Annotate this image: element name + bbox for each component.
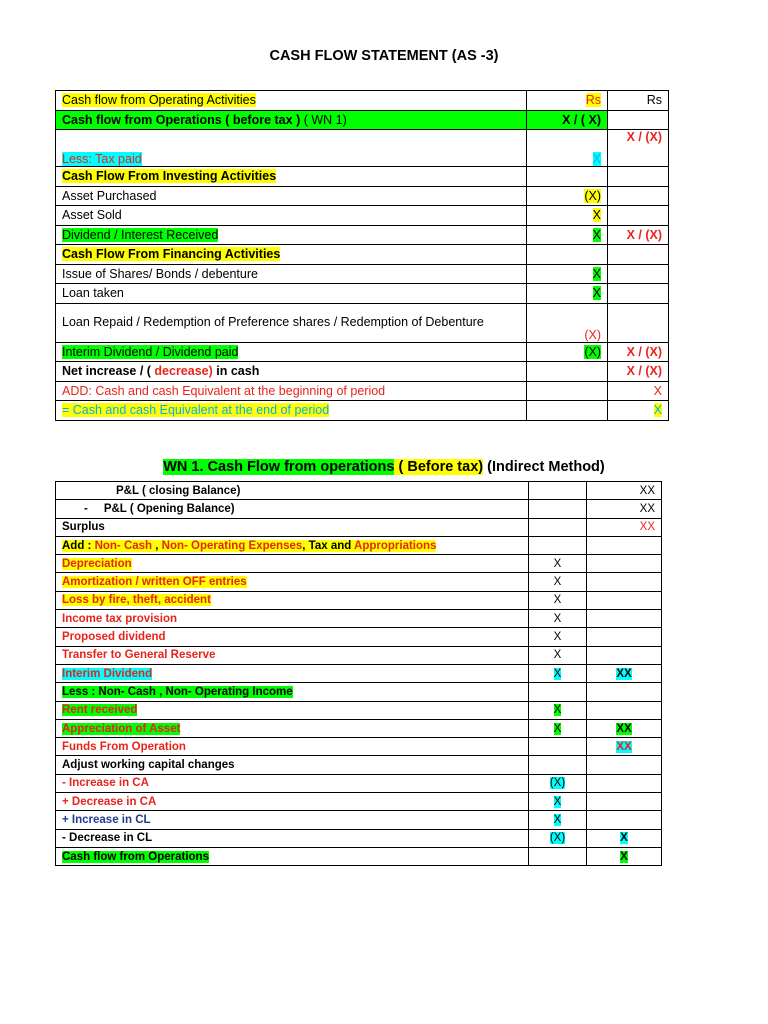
row-label: Income tax provision — [56, 610, 529, 628]
row-value: (X) — [527, 303, 608, 342]
table-row — [56, 342, 669, 362]
row-label: Less : Non- Cash , Non- Operating Income — [62, 685, 293, 698]
cash-flow-statement-table — [55, 90, 669, 421]
row-value: X — [529, 646, 587, 664]
row-total: X / (X) — [608, 225, 669, 245]
table-row — [56, 130, 669, 167]
working-note-table — [55, 481, 662, 866]
row-value: X — [529, 555, 587, 573]
row-value: (X) — [584, 188, 601, 203]
row-label: Loan Repaid / Redemption of Preference shares / Redemption of Debenture — [56, 303, 527, 342]
row-label: Issue of Shares/ Bonds / debenture — [56, 264, 527, 284]
table-row — [56, 756, 662, 774]
table-row — [56, 110, 669, 130]
row-dash: - — [84, 502, 88, 515]
row-label: Dividend / Interest Received — [62, 227, 219, 242]
row-label: Net increase / ( — [62, 364, 155, 379]
row-total: XX — [587, 500, 662, 518]
row-value: X — [529, 628, 587, 646]
working-note-title: WN 1. Cash Flow from operations ( Before tax) (Indirect Method) — [163, 459, 605, 475]
table-row — [56, 774, 662, 792]
table-row — [56, 646, 662, 664]
row-total: X / (X) — [608, 362, 669, 382]
table-row — [56, 591, 662, 609]
row-label: Asset Sold — [56, 206, 527, 226]
row-value: X — [553, 795, 562, 808]
row-value: X — [592, 266, 601, 281]
row-label: + Increase in CL — [56, 811, 529, 829]
row-label-decrease: decrease) — [154, 364, 213, 379]
row-value: X — [592, 227, 601, 242]
row-total: XX — [616, 667, 632, 680]
row-total: X / (X) — [608, 342, 669, 362]
row-total: XX — [616, 740, 632, 753]
table-row — [56, 284, 669, 304]
row-label: Adjust working capital changes — [56, 756, 529, 774]
row-label: Cash flow from Operations — [62, 850, 209, 863]
table-row — [56, 811, 662, 829]
table-row — [56, 683, 662, 701]
table-row — [56, 847, 662, 865]
row-label: Cash flow from Operations ( before tax ) — [62, 112, 301, 127]
row-label: + Decrease in CA — [56, 793, 529, 811]
row-label: Funds From Operation — [56, 738, 529, 756]
table-row — [56, 362, 669, 382]
row-label: Loss by fire, theft, accident — [62, 594, 211, 607]
table-row — [56, 610, 662, 628]
row-label: Cash Flow From Investing Activities — [62, 169, 277, 184]
row-value: X — [553, 704, 562, 717]
table-row — [56, 829, 662, 847]
row-total: X / (X) — [608, 130, 669, 167]
row-value: X — [529, 591, 587, 609]
row-value: X — [592, 286, 601, 301]
table-row — [56, 245, 669, 265]
row-value: X — [592, 152, 601, 166]
table-row — [56, 482, 662, 500]
table-row — [56, 573, 662, 591]
table-row — [56, 500, 662, 518]
table-row — [56, 206, 669, 226]
row-label: Cash flow from Operating Activities — [62, 93, 256, 108]
table-row — [56, 536, 662, 554]
row-label: = Cash and cash Equivalent at the end of period — [62, 403, 330, 418]
table-row — [56, 401, 669, 421]
row-value: (X) — [549, 777, 566, 790]
row-label: Cash Flow From Financing Activities — [62, 247, 281, 262]
table-row — [56, 738, 662, 756]
table-row — [56, 719, 662, 737]
row-label-suffix: in cash — [212, 364, 260, 379]
table-row — [56, 167, 669, 187]
row-label: Interim Dividend / Dividend paid — [62, 344, 239, 359]
row-total: X — [608, 381, 669, 401]
table-row — [56, 664, 662, 682]
row-total: XX — [587, 518, 662, 536]
row-value: X — [529, 610, 587, 628]
table-row — [56, 91, 669, 111]
row-label: Less: Tax paid — [62, 152, 142, 166]
column-header-rs: Rs — [608, 91, 669, 111]
row-value: (X) — [584, 344, 601, 359]
column-header-rs: Rs — [585, 93, 601, 108]
row-label: - Decrease in CL — [56, 829, 529, 847]
table-row — [56, 701, 662, 719]
row-label: ADD: Cash and cash Equivalent at the beginning of period — [56, 381, 527, 401]
row-total: XX — [587, 482, 662, 500]
row-value: X — [529, 573, 587, 591]
row-label: P&L ( Opening Balance) — [103, 502, 235, 515]
row-label: Amortization / written OFF entries — [62, 576, 247, 589]
row-label-note: ( WN 1) — [300, 112, 347, 127]
row-value: X — [553, 722, 562, 735]
row-label: Interim Dividend — [62, 667, 153, 680]
table-row — [56, 264, 669, 284]
row-label: Proposed dividend — [56, 628, 529, 646]
table-row — [56, 225, 669, 245]
table-row — [56, 628, 662, 646]
table-row — [56, 186, 669, 206]
add-section-label: Add : Non- Cash , Non- Operating Expenses, Tax and Appropriations — [62, 539, 437, 552]
table-row — [56, 518, 662, 536]
row-value: X — [553, 813, 562, 826]
row-label: Depreciation — [62, 557, 132, 570]
row-total: XX — [616, 722, 632, 735]
table-row — [56, 303, 669, 342]
row-value: X — [553, 667, 562, 680]
row-label: P&L ( closing Balance) — [56, 482, 529, 500]
row-total: X — [620, 832, 628, 845]
page-title: CASH FLOW STATEMENT (AS -3) — [269, 48, 499, 64]
row-label: Rent received — [62, 704, 138, 717]
row-value: X / ( X) — [527, 110, 608, 130]
row-total: X — [653, 403, 662, 418]
row-label: Transfer to General Reserve — [56, 646, 529, 664]
table-row — [56, 555, 662, 573]
row-label: Appreciation of Asset — [62, 722, 181, 735]
table-row — [56, 793, 662, 811]
row-total: X — [620, 850, 628, 863]
row-value: X — [592, 208, 601, 223]
row-value: (X) — [549, 832, 566, 845]
row-label: Loan taken — [56, 284, 527, 304]
row-label: Asset Purchased — [56, 186, 527, 206]
table-row — [56, 381, 669, 401]
row-label: - Increase in CA — [56, 774, 529, 792]
row-label: Surplus — [56, 518, 529, 536]
